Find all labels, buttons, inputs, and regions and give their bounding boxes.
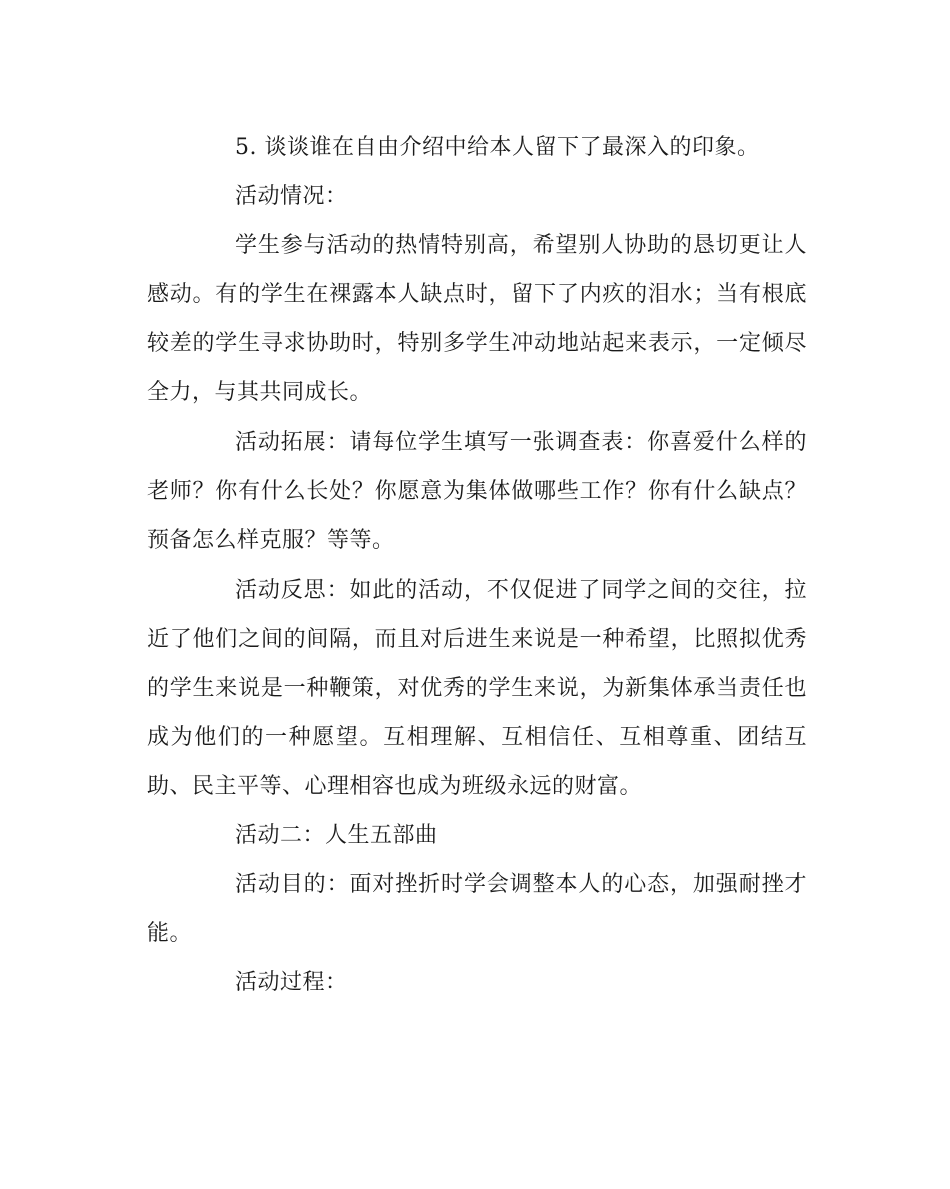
paragraph-activity-two-title: 活动二：人生五部曲 [235,823,438,848]
paragraph-activity-process: 活动过程： [235,970,348,995]
paragraph-activity-reflection: 活动反思：如此的活动，不仅促进了同学之间的交往，拉近了他们之间的间隔，而且对后进生来说是一种希望，比照拟优秀的学生来说是一种鞭策，对优秀的学生来说，为新集体承当责任也成为他们的一种愿望。互相理解、互相信任、互相尊重、团结互助、民主平等、心理相容也成为班级永远的财富。 [147,578,807,799]
paragraph-activity-situation: 学生参与活动的热情特别高，希望别人协助的恳切更让人感动。有的学生在裸露本人缺点时，留下了内疚的泪水；当有根底较差的学生寻求协助时，特别多学生冲动地站起来表示，一定倾尽全力，与其共同成长。 [147,233,807,405]
paragraph-activity-situation-heading: 活动情况： [235,184,348,209]
paragraph-item-5: 5. 谈谈谁在自由介绍中给本人留下了最深入的印象。 [235,135,760,160]
paragraph-activity-goal: 活动目的：面对挫折时学会调整本人的心态，加强耐挫才能。 [147,872,807,946]
paragraph-activity-extension: 活动拓展：请每位学生填写一张调查表：你喜爱什么样的老师？你有什么长处？你愿意为集体做哪些工作？你有什么缺点？预备怎么样克服？等等。 [147,430,807,553]
